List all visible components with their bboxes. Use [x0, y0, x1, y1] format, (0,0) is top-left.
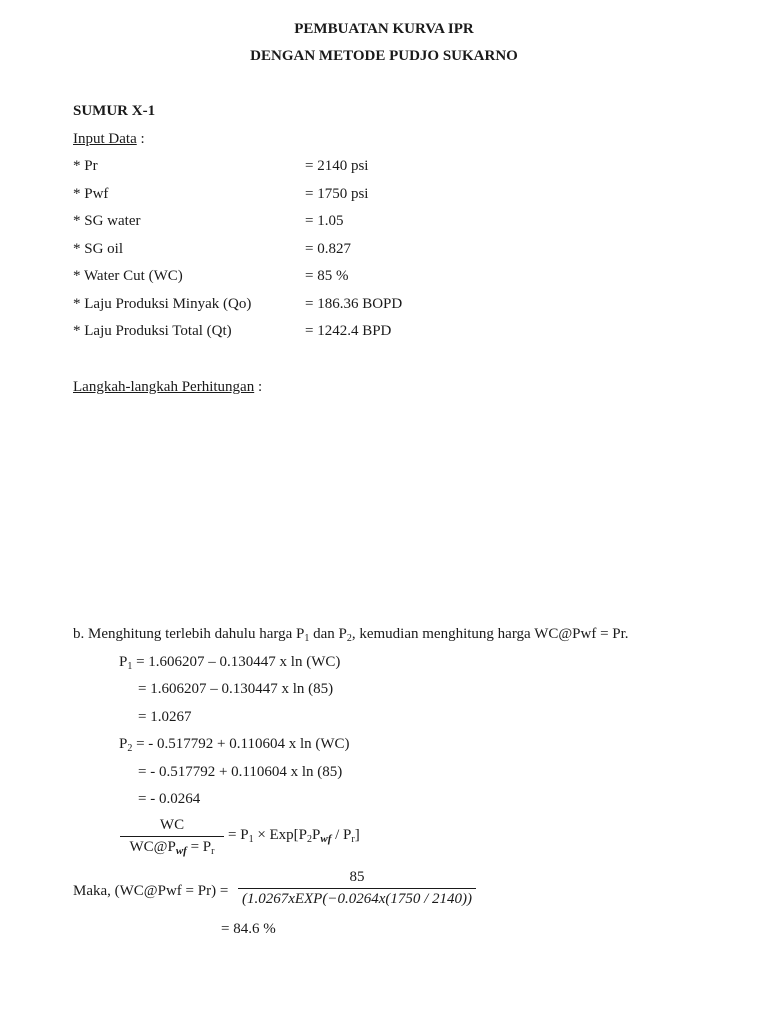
input-value-pr: = 2140 psi — [305, 158, 369, 174]
p2-equation-line1 — [119, 735, 350, 753]
step-b-text — [73, 625, 629, 643]
formula-rhs-b: × Exp[P — [253, 827, 308, 843]
p2-equation-line2: = - 0.517792 + 0.110604 x ln (85) — [138, 764, 343, 780]
p2-symbol: P — [119, 736, 128, 752]
p1-equation-line1 — [119, 653, 340, 671]
input-label-pr: * Pr — [73, 158, 98, 174]
formula-den-a: WC@P — [129, 839, 176, 855]
input-label-sg-water: * SG water — [73, 213, 141, 229]
input-value-qo: = 186.36 BOPD — [305, 296, 403, 312]
step-b-mid: dan P — [309, 626, 347, 642]
formula-fraction — [120, 816, 224, 856]
maka-fraction — [238, 868, 476, 908]
input-data-colon: : — [136, 131, 145, 147]
input-label-qt: * Laju Produksi Total (Qt) — [73, 323, 232, 339]
document-title-line1: PEMBUATAN KURVA IPR — [294, 21, 474, 37]
formula-den-sub2: r — [211, 846, 215, 857]
p1-equation-line2: = 1.606207 – 0.130447 x ln (85) — [138, 681, 334, 697]
input-value-sg-oil: = 0.827 — [305, 241, 351, 257]
formula-rhs-sub3: wf — [320, 833, 332, 845]
formula-rhs-e: ] — [354, 827, 360, 843]
p1-sub: 1 — [127, 661, 133, 672]
input-label-pwf: * Pwf — [73, 186, 109, 202]
step-b-sub1: 1 — [304, 633, 310, 644]
formula-fraction-bar — [120, 836, 224, 837]
step-b-sub2: 2 — [346, 633, 352, 644]
formula-rhs-sub2: 2 — [307, 834, 313, 845]
well-heading: SUMUR X-1 — [73, 103, 156, 119]
p1-line1-text: = 1.606207 – 0.130447 x ln (WC) — [132, 654, 341, 670]
p1-equation-line3: = 1.0267 — [138, 709, 192, 725]
p2-sub: 2 — [127, 743, 133, 754]
input-value-water-cut: = 85 % — [305, 268, 349, 284]
maka-denominator: (1.0267xEXP(−0.0264x(1750 / 2140)) — [241, 891, 473, 907]
input-label-sg-oil: * SG oil — [73, 241, 124, 257]
input-value-qt: = 1242.4 BPD — [305, 323, 392, 339]
input-label-water-cut: * Water Cut (WC) — [73, 268, 183, 284]
p2-line1-text: = - 0.517792 + 0.110604 x ln (WC) — [132, 736, 350, 752]
maka-lhs: Maka, (WC@Pwf = Pr) = — [73, 883, 229, 899]
p1-symbol: P — [119, 654, 128, 670]
maka-fraction-bar — [238, 888, 476, 889]
formula-rhs-sub1: 1 — [248, 834, 254, 845]
steps-colon: : — [254, 379, 263, 395]
document-title-line2: DENGAN METODE PUDJO SUKARNO — [250, 48, 518, 64]
steps-label: Langkah-langkah Perhitungan — [73, 379, 255, 395]
formula-den-b: = P — [186, 839, 212, 855]
input-label-qo: * Laju Produksi Minyak (Qo) — [73, 296, 252, 312]
maka-numerator: 85 — [349, 869, 365, 885]
formula-denominator — [120, 838, 224, 856]
input-data-heading — [73, 130, 145, 148]
formula-rhs-c: P — [312, 827, 321, 843]
formula-numerator: WC — [159, 817, 185, 833]
input-value-sg-water: = 1.05 — [305, 213, 344, 229]
formula-rhs — [228, 826, 360, 844]
formula-den-sub: wf — [175, 845, 187, 857]
p2-equation-line3: = - 0.0264 — [138, 791, 201, 807]
input-data-label: Input Data — [73, 131, 137, 147]
steps-heading — [73, 378, 262, 396]
formula-rhs-sub4: r — [351, 834, 355, 845]
step-b-suffix: , kemudian menghitung harga WC@Pwf = Pr. — [351, 626, 629, 642]
input-value-pwf: = 1750 psi — [305, 186, 369, 202]
step-b-prefix: b. Menghitung terlebih dahulu harga P — [73, 626, 305, 642]
final-result: = 84.6 % — [221, 921, 276, 937]
formula-rhs-d: / P — [331, 827, 352, 843]
formula-rhs-a: = P — [228, 827, 249, 843]
